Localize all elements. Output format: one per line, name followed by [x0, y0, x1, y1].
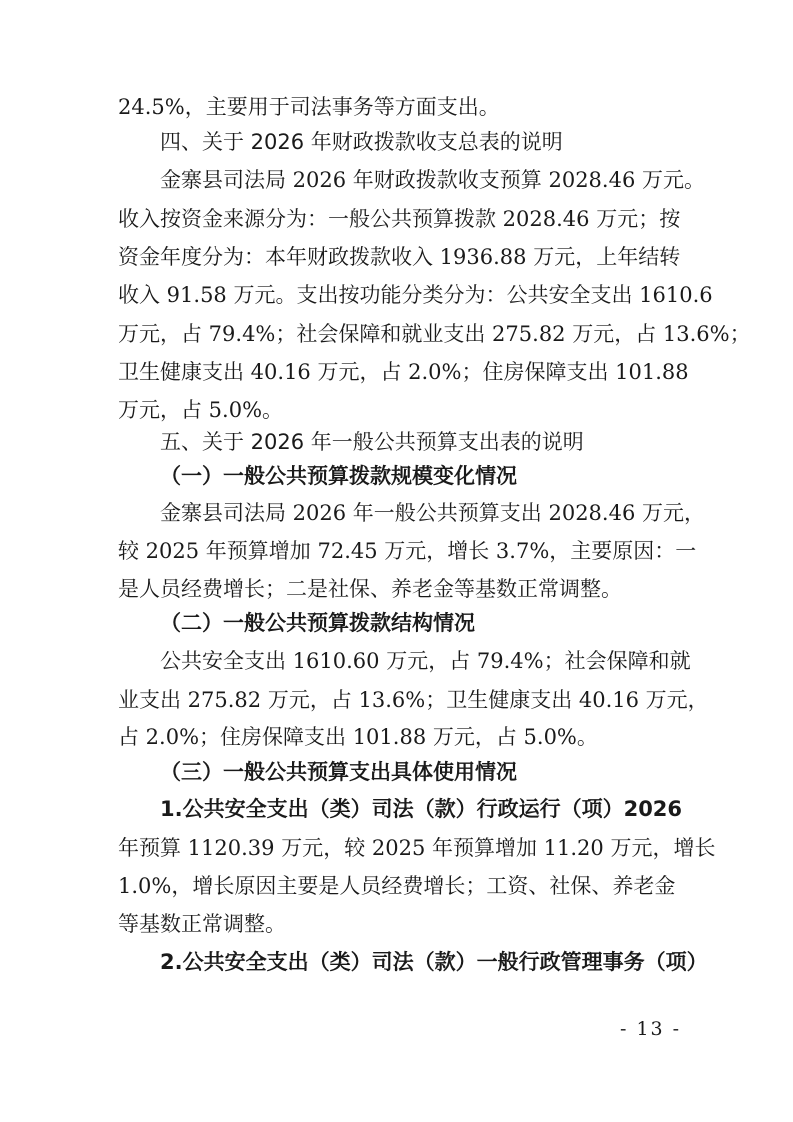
- page-number: - 13 -: [620, 1018, 682, 1040]
- body-text-line: 占 2.0%；住房保障支出 101.88 万元，占 5.0%。: [118, 725, 598, 750]
- subsection-heading-2: （二）一般公共预算拨款结构情况: [160, 610, 475, 635]
- section-heading-4: 四、关于 2026 年财政拨款收支总表的说明: [160, 129, 563, 154]
- body-text-line: 资金年度分为：本年财政拨款收入 1936.88 万元，上年结转: [118, 244, 681, 269]
- body-text-line: 1.0%，增长原因主要是人员经费增长；工资、社保、养老金: [118, 874, 676, 899]
- body-text-line: 收入 91.58 万元。支出按功能分类分为：公共安全支出 1610.6: [118, 283, 713, 308]
- body-text-line: 金寨县司法局 2026 年财政拨款收支预算 2028.46 万元。: [160, 168, 705, 193]
- subsection-heading-1: （一）一般公共预算拨款规模变化情况: [160, 463, 517, 488]
- body-text-line: 公共安全支出 1610.60 万元，占 79.4%；社会保障和就: [160, 649, 691, 674]
- body-text-line: 金寨县司法局 2026 年一般公共预算支出 2028.46 万元，: [160, 501, 705, 526]
- body-text-line: 较 2025 年预算增加 72.45 万元，增长 3.7%，主要原因：一: [118, 539, 697, 564]
- body-text-line: 24.5%，主要用于司法事务等方面支出。: [118, 95, 500, 119]
- body-text-line: 卫生健康支出 40.16 万元，占 2.0%；住房保障支出 101.88: [118, 360, 689, 385]
- body-text-line: 是人员经费增长；二是社保、养老金等基数正常调整。: [118, 576, 622, 601]
- body-text-line: 年预算 1120.39 万元，较 2025 年预算增加 11.20 万元，增长: [118, 835, 716, 860]
- section-heading-5: 五、关于 2026 年一般公共预算支出表的说明: [160, 429, 584, 454]
- body-text-line: 万元，占 79.4%；社会保障和就业支出 275.82 万元，占 13.6%；: [118, 321, 751, 346]
- item-heading-2: 2.公共安全支出（类）司法（款）一般行政管理事务（项）: [160, 950, 708, 974]
- item-heading-1: 1.公共安全支出（类）司法（款）行政运行（项）2026: [160, 797, 683, 822]
- body-text-line: 收入按资金来源分为：一般公共预算拨款 2028.46 万元；按: [118, 206, 681, 231]
- body-text-line: 等基数正常调整。: [118, 911, 286, 936]
- body-text-line: 业支出 275.82 万元，占 13.6%；卫生健康支出 40.16 万元，: [118, 687, 709, 712]
- body-text-line: 万元，占 5.0%。: [118, 397, 284, 422]
- subsection-heading-3: （三）一般公共预算支出具体使用情况: [160, 759, 517, 784]
